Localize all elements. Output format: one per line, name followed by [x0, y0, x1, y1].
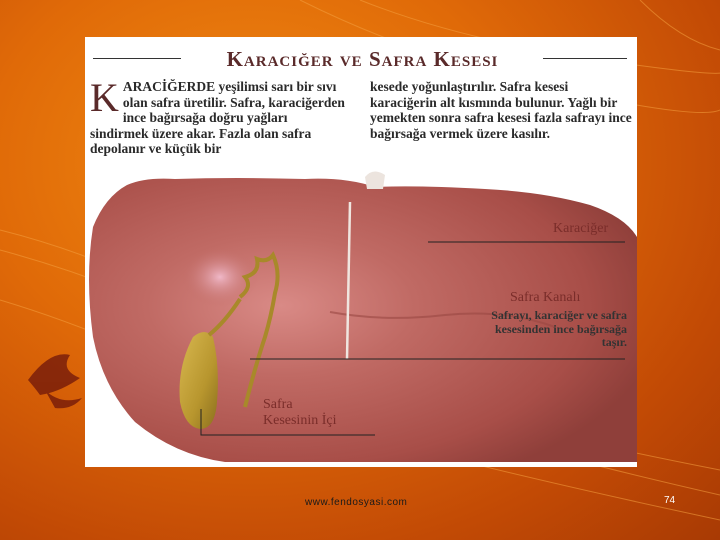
label-gallbladder-line2: Kesesinin İçi	[263, 413, 337, 428]
body-text-right: kesede yoğunlaştırılır. Safra kesesi karaciğerin alt kısmında bulunur. Yağlı bir yemekten sonra safra kesesi fazla safrayı ince bağırsağa vermek üzere kasılır.	[370, 79, 632, 141]
label-bile-duct-description: Safrayı, karaciğer ve safra kesesinden ince bağırsağa taşır.	[491, 308, 627, 349]
footer-url: www.fendosyasi.com	[305, 497, 408, 508]
decorative-swirl-icon	[28, 354, 82, 408]
page-number: 74	[664, 495, 676, 506]
label-gallbladder	[263, 397, 383, 429]
dropcap: K	[90, 75, 119, 120]
label-gallbladder-line1: Safra	[263, 397, 293, 412]
page-title: Karaciğer ve Safra Kesesi	[226, 47, 499, 71]
liver-gallbladder-illustration	[85, 37, 637, 467]
label-liver: Karaciğer	[553, 221, 609, 236]
body-text-left-content: ARACİĞERDE yeşilimsi sarı bir sıvı olan safra üretilir. Safra, karaciğerden ince bağırsağa doğru yağları sindirmek üzere akar. Fazla olan safra depolanır ve küçük bir	[90, 79, 345, 156]
label-bile-duct: Safra Kanalı	[510, 290, 581, 305]
